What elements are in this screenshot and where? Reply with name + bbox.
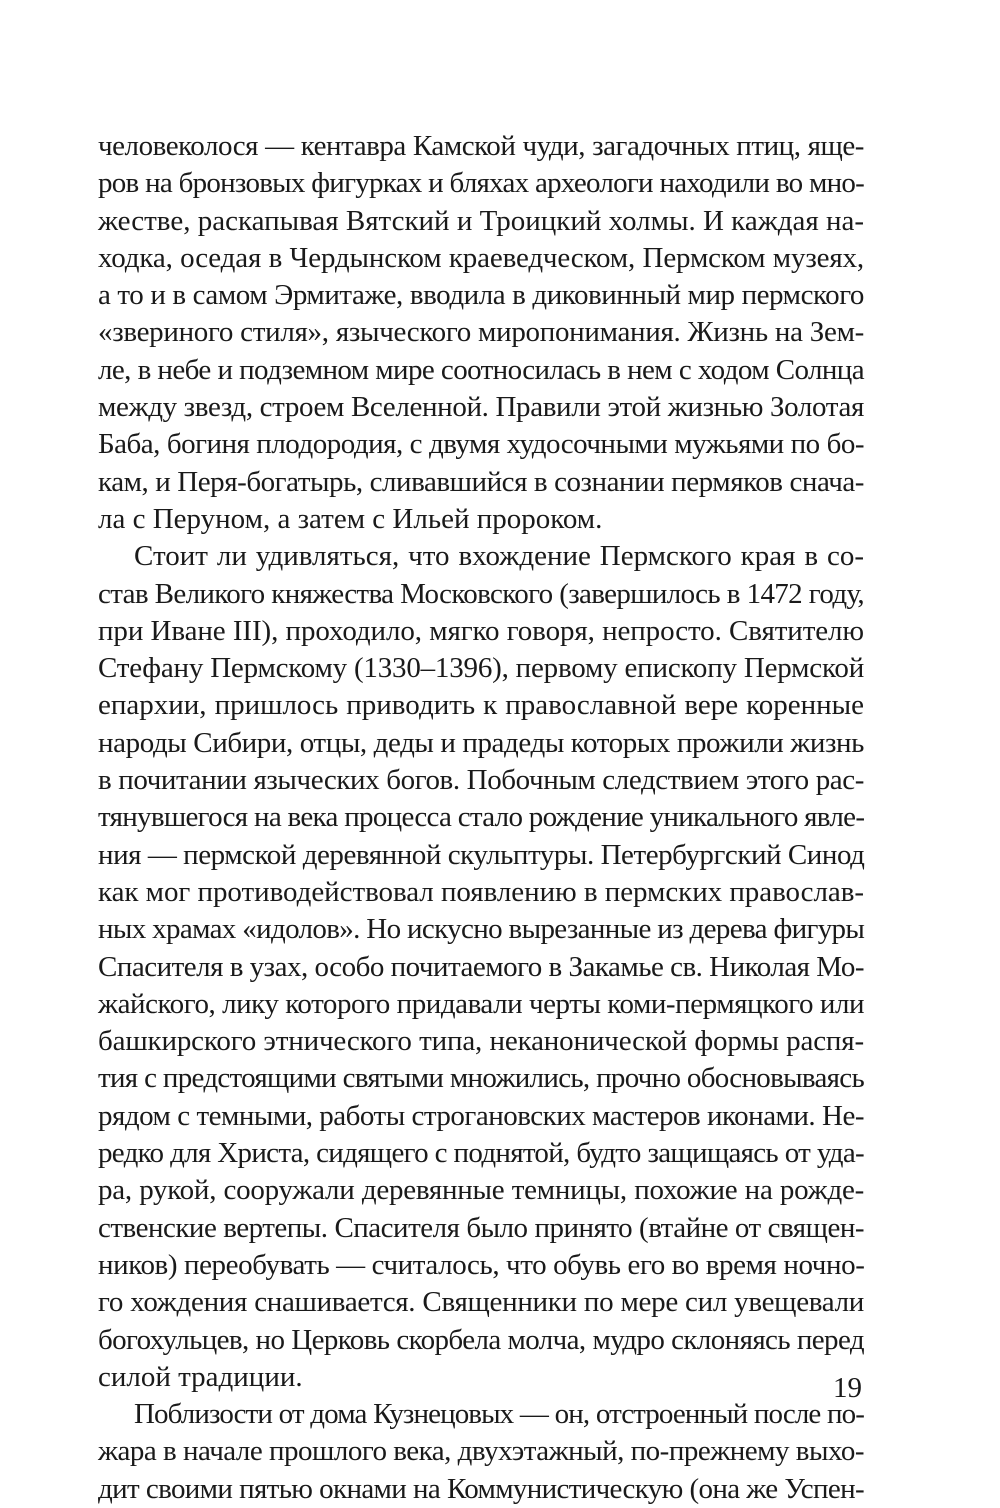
text-line: жестве, раскапывая Вятский и Троицкий холмы. И каждая на- [98,204,864,237]
text-line: силой традиции. [98,1360,303,1393]
text-line: редко для Христа, сидящего с поднятой, будто защищаясь от уда- [98,1137,864,1170]
text-line: кам, и Перя-богатырь, сливавшийся в сознании пермяков снача- [98,465,864,498]
text-line: ния — пермской деревянной скульптуры. Петербургский Синод [98,838,865,871]
text-line: Баба, богиня плодородия, с двумя худосочными мужьями по бо- [98,428,864,461]
text-line: ходка, оседая в Чердынском краеведческом, Пермском музеях, [98,241,864,274]
text-line: ных храмах «идолов». Но искусно вырезанные из дерева фигуры [98,913,865,946]
paragraph-2 [98,538,864,1396]
text-line: между звезд, строем Вселенной. Правили этой жизнью Золотая [98,391,864,424]
text-line: епархии, пришлось приводить к православной вере коренные [98,689,864,722]
text-line: человеколося — кентавра Камской чуди, загадочных птиц, яще- [98,130,864,162]
text-line: «звериного стиля», языческого миропонимания. Жизнь на Зем- [98,316,864,349]
text-line: жара в начале прошлого века, двухэтажный, по-прежнему выхо- [98,1435,864,1468]
body-text [98,128,864,1508]
text-line: став Великого княжества Московского (завершилось в 1472 году, [98,577,864,610]
text-line: Стоит ли удивляться, что вхождение Пермского края в со- [134,540,864,573]
text-line: тянувшегося на века процесса стало рождение уникального явле- [98,801,865,834]
text-line: ле, в небе и подземном мире соотносилась в нем с ходом Солнца [98,353,864,386]
text-line: тия с предстоящими святыми множились, прочно обосновываясь [98,1062,864,1095]
text-line: дит своими пятью окнами на Коммунистическую (она же Успен- [98,1472,864,1505]
text-line: в почитании языческих богов. Побочным следствием этого рас- [98,764,864,797]
paragraph-1 [98,128,864,538]
text-line: башкирского этнического типа, неканонической формы распя- [98,1025,864,1058]
page-number: 19 [833,1372,862,1404]
text-line: народы Сибири, отцы, деды и прадеды которых прожили жизнь [98,726,864,759]
text-line: жайского, лику которого придавали черты коми-пермяцкого или [98,987,865,1020]
text-line: Стефану Пермскому (1330–1396), первому епископу Пермской [98,652,865,685]
text-line: рядом с темными, работы строгановских мастеров иконами. Не- [98,1099,864,1132]
text-line: ников) переобувать — считалось, что обувь его во время ночно- [98,1248,865,1281]
text-line: при Иване III), проходило, мягко говоря, непросто. Святителю [98,614,864,647]
text-line: как мог противодействовал появлению в пермских православ- [98,875,864,908]
paragraph-3 [98,1396,864,1508]
text-line: Спасителя в узах, особо почитаемого в Закамье св. Николая Мо- [98,950,864,983]
text-line: ла с Перуном, а затем с Ильей пророком. [98,502,603,535]
text-line: а то и в самом Эрмитаже, вводила в диковинный мир пермского [98,279,864,312]
text-line: го хождения снашивается. Священники по мере сил увещевали [98,1286,864,1319]
text-line: богохульцев, но Церковь скорбела молча, мудро склоняясь перед [98,1323,864,1356]
text-line: Поблизости от дома Кузнецовых — он, отстроенный после по- [134,1398,864,1431]
text-line: ра, рукой, сооружали деревянные темницы, похожие на рожде- [98,1174,864,1207]
text-line: ров на бронзовых фигурках и бляхах археологи находили во мно- [98,167,864,200]
text-line: ственские вертепы. Спасителя было принято (втайне от священ- [98,1211,864,1244]
